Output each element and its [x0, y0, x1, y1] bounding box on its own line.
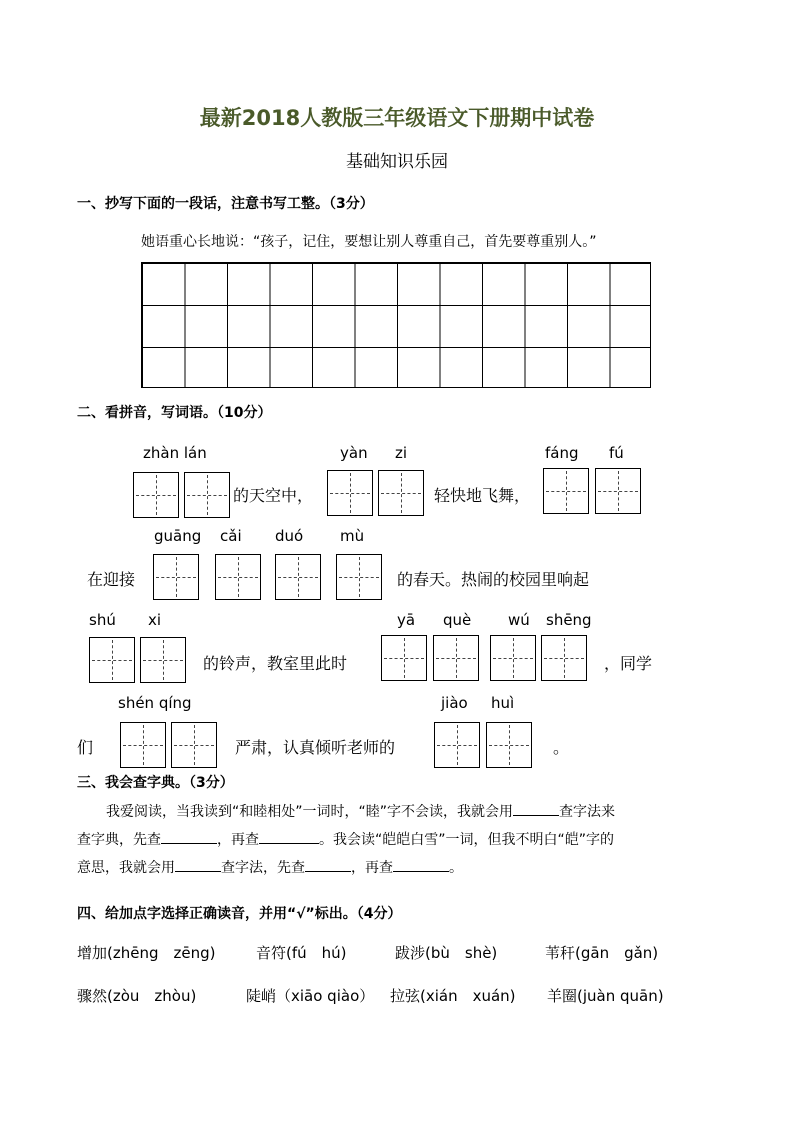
page-title: 最新2018人教版三年级语文下册期中试卷	[199, 106, 595, 130]
pinyin-label: yàn	[340, 444, 368, 462]
char-box[interactable]	[171, 722, 217, 768]
copy-writing-grid[interactable]	[141, 262, 651, 388]
section-subtitle: 基础知识乐园	[346, 152, 448, 172]
sentence-text: 轻快地飞舞，	[434, 486, 531, 505]
pinyin-label: mù	[340, 527, 365, 545]
pinyin-label: fú	[609, 444, 624, 462]
answer-blank[interactable]	[175, 857, 221, 872]
pinyin-label: shēng	[546, 611, 592, 629]
pronunciation-option[interactable]: 音符(fú hú)	[256, 944, 347, 962]
char-box[interactable]	[153, 554, 199, 600]
pronunciation-option[interactable]: 跋涉(bù shè)	[395, 944, 498, 962]
char-box[interactable]	[490, 635, 536, 681]
char-box[interactable]	[595, 468, 641, 514]
answer-blank[interactable]	[259, 829, 319, 844]
pinyin-label: xi	[148, 611, 162, 629]
pinyin-label: fáng	[545, 444, 579, 462]
char-box[interactable]	[541, 635, 587, 681]
pinyin-label: duó	[275, 527, 304, 545]
sentence-text: 们	[77, 738, 94, 757]
pinyin-label: cǎi	[220, 527, 242, 545]
q3-text: ，再查	[351, 860, 393, 876]
char-box[interactable]	[133, 472, 179, 518]
char-box[interactable]	[486, 722, 532, 768]
q3-text: 查字法，先查	[221, 860, 305, 876]
char-box[interactable]	[434, 722, 480, 768]
q4-heading: 四、给加点字选择正确读音，并用“√”标出。（4分）	[77, 906, 402, 922]
char-box[interactable]	[433, 635, 479, 681]
pronunciation-option[interactable]: 拉弦(xián xuán)	[390, 987, 516, 1005]
pinyin-label: shén qíng	[118, 694, 192, 712]
pinyin-label: zi	[395, 444, 408, 462]
char-box[interactable]	[184, 472, 230, 518]
q3-text: 查字典，先查	[77, 832, 161, 848]
q3-text: 查字法来	[559, 804, 616, 820]
sentence-text: 的春天。热闹的校园里响起	[397, 570, 590, 589]
pinyin-label: yā	[397, 611, 416, 629]
q3-text: ，再查	[217, 832, 259, 848]
char-box[interactable]	[140, 637, 186, 683]
sentence-text: 的铃声，教室里此时	[203, 654, 348, 673]
char-box[interactable]	[543, 468, 589, 514]
pinyin-label: wú	[508, 611, 530, 629]
answer-blank[interactable]	[305, 857, 351, 872]
char-box[interactable]	[275, 554, 321, 600]
q3-text: 意思，我就会用	[77, 860, 175, 876]
pinyin-label: shú	[89, 611, 116, 629]
sentence-text: 的天空中，	[233, 486, 314, 505]
pinyin-label: guāng	[154, 527, 202, 545]
answer-blank[interactable]	[513, 801, 559, 816]
pronunciation-option[interactable]: 陡峭（xiāo qiào）	[246, 987, 375, 1005]
pronunciation-option[interactable]: 骤然(zòu zhòu)	[77, 987, 197, 1005]
q3-paragraph	[77, 798, 727, 882]
q3-heading: 三、我会查字典。（3分）	[77, 775, 234, 791]
q3-text: 我爱阅读，当我读到“和睦相处”一词时，“睦”字不会读，我就会用	[106, 804, 514, 820]
q1-sentence: 她语重心长地说：“孩子，记住，要想让别人尊重自己，首先要尊重别人。”	[141, 234, 597, 250]
char-box[interactable]	[378, 470, 424, 516]
char-box[interactable]	[327, 470, 373, 516]
pronunciation-option[interactable]: 羊圈(juàn quān)	[547, 987, 664, 1005]
char-box[interactable]	[381, 635, 427, 681]
q3-text: 。我会读“皑皑白雪”一词，但我不明白“皑”字的	[319, 832, 615, 848]
char-box[interactable]	[120, 722, 166, 768]
sentence-text: 。	[553, 738, 570, 757]
pinyin-label: zhàn lán	[143, 444, 207, 462]
pinyin-label: jiào	[441, 694, 468, 712]
q2-heading: 二、看拼音，写词语。（10分）	[77, 405, 272, 421]
char-box[interactable]	[336, 554, 382, 600]
pronunciation-option[interactable]: 苇秆(gān gǎn)	[545, 944, 659, 962]
pronunciation-option[interactable]: 增加(zhēng zēng)	[77, 944, 216, 962]
sentence-text: 在迎接	[87, 570, 136, 589]
char-box[interactable]	[215, 554, 261, 600]
pinyin-label: huì	[491, 694, 515, 712]
answer-blank[interactable]	[393, 857, 449, 872]
q3-text: 。	[449, 860, 463, 876]
q1-heading: 一、抄写下面的一段话，注意书写工整。（3分）	[77, 196, 374, 212]
sentence-text: ，同学	[604, 654, 653, 673]
answer-blank[interactable]	[161, 829, 217, 844]
pinyin-label: què	[443, 611, 472, 629]
char-box[interactable]	[89, 637, 135, 683]
sentence-text: 严肃，认真倾听老师的	[235, 738, 396, 757]
